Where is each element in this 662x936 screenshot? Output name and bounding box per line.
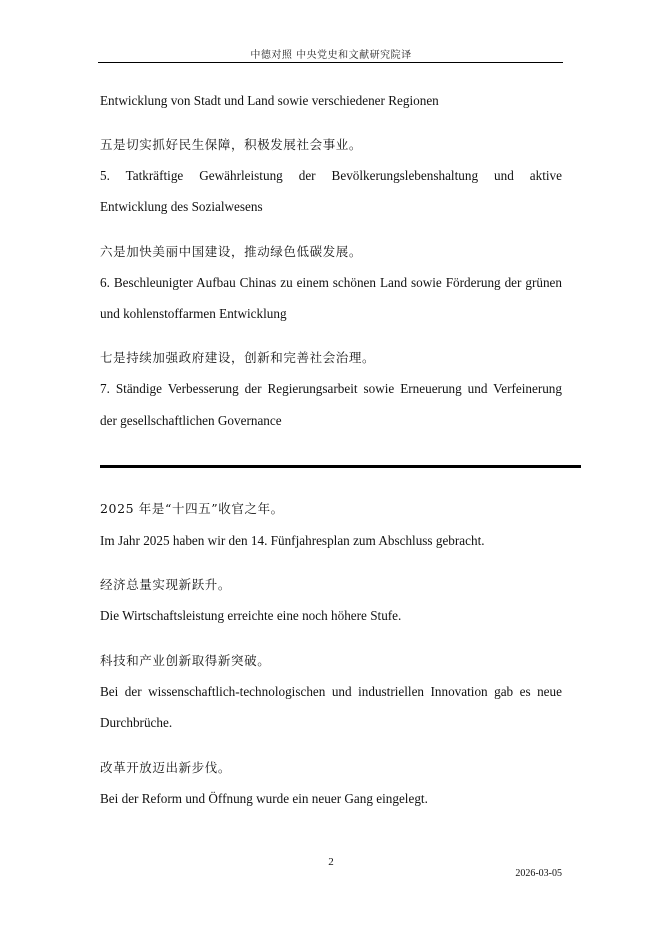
header-divider bbox=[98, 62, 563, 63]
item7-german-line2: der gesellschaftlichen Governance bbox=[100, 413, 282, 428]
item5-german-line2: Entwicklung des Sozialwesens bbox=[100, 199, 263, 214]
p3-german-line2: Durchbrüche. bbox=[100, 715, 173, 730]
item6-german-line1: 6. Beschleunigter Aufbau Chinas zu einem schönen Land sowie Förderung der grünen bbox=[100, 275, 562, 290]
p3-chinese: 科技和产业创新取得新突破。 bbox=[100, 653, 271, 668]
footer-date: 2026-03-05 bbox=[515, 868, 562, 879]
item6-chinese: 六是加快美丽中国建设，推动绿色低碳发展。 bbox=[100, 244, 363, 259]
item5-chinese: 五是切实抓好民生保障，积极发展社会事业。 bbox=[100, 137, 363, 152]
p3-german-line1: Bei der wissenschaftlich-technologischen und industriellen Innovation gab es neue bbox=[100, 684, 562, 699]
item7-german-line1: 7. Ständige Verbesserung der Regierungsarbeit sowie Erneuerung und Verfeinerung bbox=[100, 381, 562, 396]
item6-german-line2: und kohlenstoffarmen Entwicklung bbox=[100, 306, 287, 321]
page-header-title: 中德对照 中央党史和文献研究院译 bbox=[250, 50, 412, 61]
page-number: 2 bbox=[328, 856, 334, 868]
p2-chinese: 经济总量实现新跃升。 bbox=[100, 577, 232, 592]
p1-german: Im Jahr 2025 haben wir den 14. Fünfjahresplan zum Abschluss gebracht. bbox=[100, 533, 485, 548]
p1-chinese: 2025 年是“十四五”收官之年。 bbox=[100, 501, 284, 516]
section-divider bbox=[100, 465, 581, 468]
p4-chinese: 改革开放迈出新步伐。 bbox=[100, 760, 232, 775]
item5-german-line1: 5. Tatkräftige Gewährleistung der Bevölkerungslebenshaltung und aktive bbox=[100, 168, 562, 183]
carryover-text-line: Entwicklung von Stadt und Land sowie verschiedener Regionen bbox=[100, 93, 439, 108]
p2-german: Die Wirtschaftsleistung erreichte eine noch höhere Stufe. bbox=[100, 608, 402, 623]
p4-german: Bei der Reform und Öffnung wurde ein neuer Gang eingelegt. bbox=[100, 791, 428, 806]
item7-chinese: 七是持续加强政府建设，创新和完善社会治理。 bbox=[100, 350, 376, 365]
